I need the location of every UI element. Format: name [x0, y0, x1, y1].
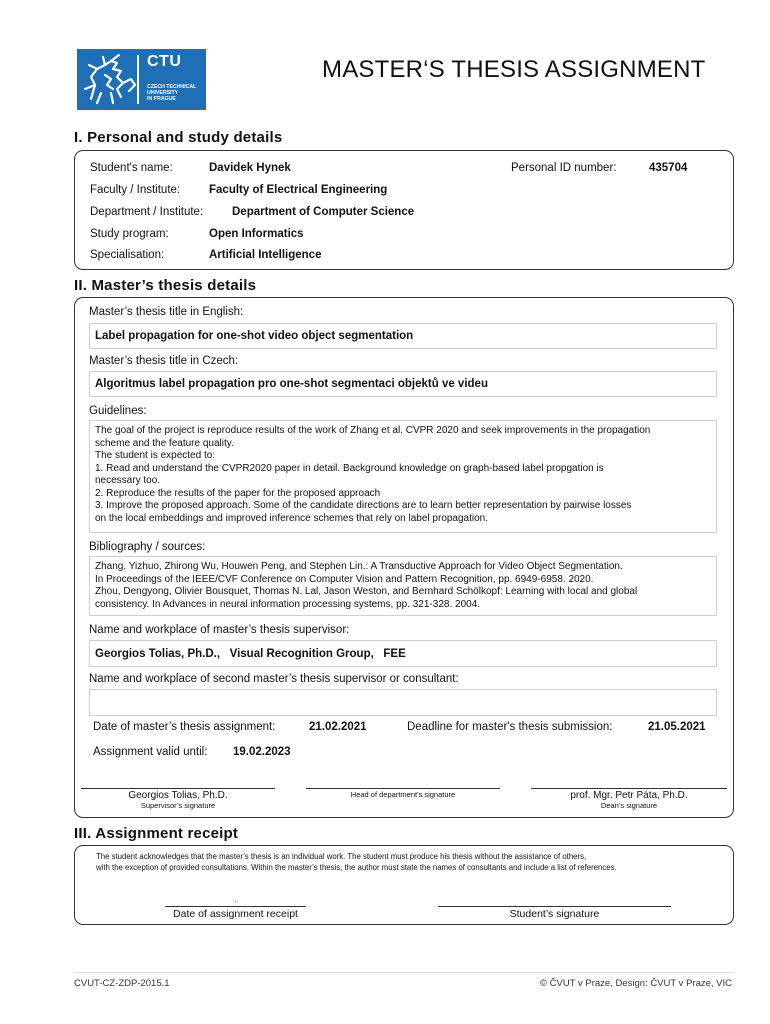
student-name-value: Davidek Hynek — [209, 162, 291, 174]
lion-emblem-icon — [77, 49, 143, 110]
supervisor-field — [89, 640, 717, 667]
valid-until-value: 19.02.2023 — [233, 746, 291, 758]
assignment-date-label: Date of master’s thesis assignment: — [93, 721, 276, 733]
study-program-label: Study program: — [90, 228, 169, 240]
guidelines-line: scheme and the feature quality. — [95, 437, 234, 449]
bibliography-label: Bibliography / sources: — [89, 541, 206, 553]
guidelines-line: necessary too. — [95, 475, 161, 486]
personal-id-label: Personal ID number: — [511, 162, 617, 174]
footer-copyright: © ČVUT v Praze, Design: ČVUT v Praze, VIC — [540, 978, 732, 989]
deadline-value: 21.05.2021 — [648, 721, 706, 733]
second-supervisor-field — [89, 689, 717, 716]
title-cz-label: Master’s thesis title in Czech: — [89, 355, 239, 367]
second-supervisor-label: Name and workplace of second master’s thesis supervisor or consultant: — [89, 673, 459, 685]
study-program-value: Open Informatics — [209, 228, 304, 240]
guidelines-line: 2. Reproduce the results of the paper for the proposed approach — [95, 487, 381, 499]
title-en-label: Master’s thesis title in English: — [89, 306, 244, 318]
section-thesis-heading: II. Master’s thesis details — [74, 277, 257, 294]
bibliography-field — [89, 556, 717, 616]
bibliography-line: Zhang, Yizhuo, Zhirong Wu, Houwen Peng, and Stephen Lin.: A Transductive Approach for Video Object Segmentation. — [95, 561, 623, 572]
specialisation-label: Specialisation: — [90, 249, 165, 261]
ctu-logo — [77, 49, 206, 110]
title-en-field — [89, 323, 717, 349]
logo-acronym: CTU — [147, 53, 182, 70]
receipt-date-line — [165, 906, 306, 907]
student-signature-label: Student’s signature — [509, 908, 600, 920]
footer-divider — [74, 972, 734, 973]
supervisor-signature-role: Supervisor’s signature — [140, 801, 216, 810]
guidelines-text — [95, 425, 650, 525]
section-personal-heading: I. Personal and study details — [74, 129, 283, 146]
logo-text-line1: CZECH TECHNICAL — [147, 84, 197, 90]
dean-signature-name: prof. Mgr. Petr Páta, Ph.D. — [570, 790, 688, 801]
guidelines-line: on the local embeddings and improved inference schemes that rely on label propagation. — [95, 512, 489, 524]
page-title: MASTER‘S THESIS ASSIGNMENT — [322, 56, 706, 83]
receipt-text-line: The student acknowledges that the master’s thesis is an individual work. The student must produce his thesis without the assistance of others, — [96, 852, 587, 861]
department-value: Department of Computer Science — [232, 206, 415, 218]
dean-signature-role: Dean’s signature — [600, 801, 658, 810]
footer-form-code: CVUT-CZ-ZDP-2015.1 — [74, 978, 170, 989]
dean-signature-line — [531, 788, 727, 789]
guidelines-field — [89, 420, 717, 533]
logo-text-line2: UNIVERSITY — [147, 90, 179, 96]
bibliography-line: In Proceedings of the IEEE/CVF Conference on Computer Vision and Pattern Recognition, pp. 6949-6958. 2020. — [95, 573, 594, 585]
head-signature-role: Head of department's signature — [350, 790, 456, 799]
specialisation-value: Artificial Intelligence — [209, 249, 322, 261]
faculty-value: Faculty of Electrical Engineering — [209, 184, 388, 196]
faculty-label: Faculty / Institute: — [90, 184, 181, 196]
guidelines-label: Guidelines: — [89, 405, 147, 417]
supervisor-signature-name: Georgios Tolias, Ph.D. — [128, 790, 228, 801]
supervisor-signature-line — [81, 788, 275, 789]
guidelines-line: The goal of the project is reproduce results of the work of Zhang et al. CVPR 2020 and seek improvements in the propagation — [95, 425, 651, 436]
guidelines-line: 1. Read and understand the CVPR2020 paper in detail. Background knowledge on graph-based label propgation is — [95, 462, 604, 474]
bibliography-line: consistency. In Advances in neural information processing systems, pp. 321-328. 2004. — [95, 598, 481, 610]
title-cz-value: Algoritmus label propagation pro one-shot segmentaci objektů ve videu — [95, 378, 488, 390]
logo-text-line3: IN PRAGUE — [147, 96, 176, 102]
student-signature-line — [438, 906, 671, 907]
supervisor-label: Name and workplace of master’s thesis supervisor: — [89, 624, 350, 636]
bibliography-text — [95, 561, 637, 611]
title-cz-field — [89, 371, 717, 397]
deadline-label: Deadline for master's thesis submission: — [407, 721, 613, 733]
personal-id-value: 435704 — [649, 162, 688, 174]
section-receipt-heading: III. Assignment receipt — [74, 825, 239, 842]
student-name-label: Student's name: — [90, 162, 173, 174]
guidelines-line: 3. Improve the proposed approach. Some of the candidate directions are to learn better representation by pairwise losses — [95, 500, 632, 511]
receipt-text-line: with the exception of provided consultations. Within the master’s thesis, the author must state the names of consultants and include a list of references. — [96, 862, 617, 872]
valid-until-label: Assignment valid until: — [93, 746, 208, 758]
head-signature-line — [306, 788, 500, 789]
bibliography-line: Zhou, Dengyong, Olivier Bousquet, Thomas N. Lal, Jason Weston, and Bernhard Schölkopf: Learning with local and global — [95, 586, 638, 597]
assignment-date-value: 21.02.2021 — [309, 721, 367, 733]
receipt-date-label: Date of assignment receipt — [173, 908, 298, 920]
receipt-date-mark: . — [234, 895, 237, 904]
supervisor-value: Georgios Tolias, Ph.D., Visual Recognition Group, FEE — [95, 648, 406, 660]
title-en-value: Label propagation for one-shot video object segmentation — [95, 330, 414, 342]
receipt-text — [96, 852, 617, 873]
department-label: Department / Institute: — [90, 206, 204, 218]
guidelines-line: The student is expected to: — [95, 450, 216, 461]
